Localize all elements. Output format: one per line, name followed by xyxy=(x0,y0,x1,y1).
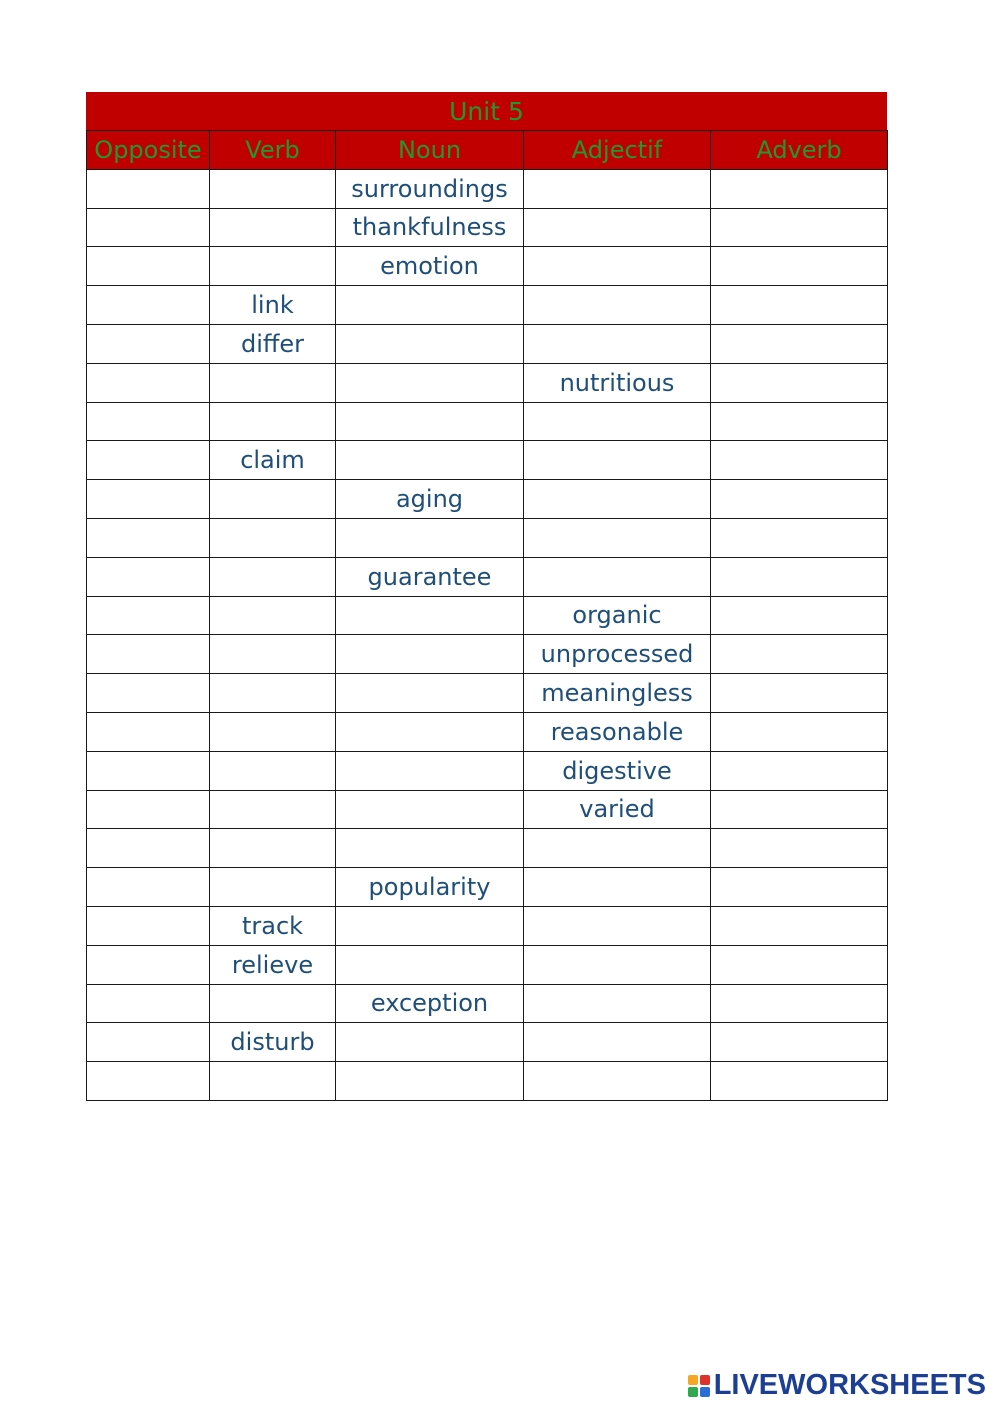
cell-verb[interactable] xyxy=(210,751,336,790)
cell-opposite[interactable] xyxy=(87,518,210,557)
table-row xyxy=(87,945,888,984)
cell-noun[interactable] xyxy=(336,790,524,829)
cell-opposite[interactable] xyxy=(87,402,210,441)
cell-adjectif: digestive xyxy=(524,751,711,790)
cell-adjectif[interactable] xyxy=(524,247,711,286)
cell-noun[interactable] xyxy=(336,286,524,325)
cell-opposite[interactable] xyxy=(87,751,210,790)
cell-noun[interactable] xyxy=(336,674,524,713)
cell-noun[interactable] xyxy=(336,441,524,480)
cell-opposite[interactable] xyxy=(87,324,210,363)
worksheet xyxy=(86,92,887,1101)
cell-opposite[interactable] xyxy=(87,790,210,829)
table-row xyxy=(87,984,888,1023)
cell-verb[interactable] xyxy=(210,635,336,674)
cell-adverb[interactable] xyxy=(711,945,888,984)
cell-adverb[interactable] xyxy=(711,751,888,790)
cell-opposite[interactable] xyxy=(87,984,210,1023)
table-row xyxy=(87,557,888,596)
cell-adjectif[interactable] xyxy=(524,868,711,907)
cell-noun[interactable] xyxy=(336,1023,524,1062)
cell-adverb[interactable] xyxy=(711,829,888,868)
cell-verb[interactable] xyxy=(210,1062,336,1101)
cell-adverb[interactable] xyxy=(711,480,888,519)
cell-adjectif[interactable] xyxy=(524,906,711,945)
table-row xyxy=(87,247,888,286)
cell-adjectif[interactable] xyxy=(524,324,711,363)
cell-verb[interactable] xyxy=(210,169,336,208)
table-row xyxy=(87,480,888,519)
cell-opposite[interactable] xyxy=(87,635,210,674)
cell-opposite[interactable] xyxy=(87,945,210,984)
table-row xyxy=(87,829,888,868)
cell-adverb[interactable] xyxy=(711,984,888,1023)
cell-noun: guarantee xyxy=(336,557,524,596)
table-row xyxy=(87,906,888,945)
cell-opposite[interactable] xyxy=(87,363,210,402)
cell-opposite[interactable] xyxy=(87,712,210,751)
column-header-opposite: Opposite xyxy=(87,131,210,170)
cell-adjectif[interactable] xyxy=(524,829,711,868)
cell-adjectif[interactable] xyxy=(524,480,711,519)
cell-verb[interactable] xyxy=(210,363,336,402)
cell-adverb[interactable] xyxy=(711,712,888,751)
cell-verb[interactable] xyxy=(210,247,336,286)
cell-noun[interactable] xyxy=(336,596,524,635)
cell-adverb[interactable] xyxy=(711,518,888,557)
cell-opposite[interactable] xyxy=(87,1023,210,1062)
table-row xyxy=(87,751,888,790)
cell-opposite[interactable] xyxy=(87,441,210,480)
cell-verb: disturb xyxy=(210,1023,336,1062)
cell-verb[interactable] xyxy=(210,402,336,441)
cell-adverb[interactable] xyxy=(711,363,888,402)
cell-opposite[interactable] xyxy=(87,868,210,907)
cell-adverb[interactable] xyxy=(711,247,888,286)
table-row xyxy=(87,363,888,402)
cell-noun[interactable] xyxy=(336,402,524,441)
cell-adverb[interactable] xyxy=(711,402,888,441)
cell-verb[interactable] xyxy=(210,674,336,713)
cell-adverb[interactable] xyxy=(711,906,888,945)
table-row xyxy=(87,674,888,713)
table-row xyxy=(87,1062,888,1101)
cell-noun[interactable] xyxy=(336,945,524,984)
cell-opposite[interactable] xyxy=(87,480,210,519)
cell-adverb[interactable] xyxy=(711,169,888,208)
cell-adjectif: meaningless xyxy=(524,674,711,713)
cell-verb[interactable] xyxy=(210,984,336,1023)
cell-adjectif[interactable] xyxy=(524,402,711,441)
cell-adjectif: nutritious xyxy=(524,363,711,402)
cell-opposite[interactable] xyxy=(87,829,210,868)
table-row xyxy=(87,868,888,907)
cell-opposite[interactable] xyxy=(87,596,210,635)
table-row xyxy=(87,596,888,635)
cell-opposite[interactable] xyxy=(87,169,210,208)
table-row xyxy=(87,208,888,247)
cell-noun[interactable] xyxy=(336,712,524,751)
cell-verb: track xyxy=(210,906,336,945)
cell-verb[interactable] xyxy=(210,557,336,596)
cell-verb: claim xyxy=(210,441,336,480)
cell-opposite[interactable] xyxy=(87,906,210,945)
cell-adverb[interactable] xyxy=(711,1023,888,1062)
worksheet-title: Unit 5 xyxy=(86,92,887,130)
cell-noun: aging xyxy=(336,480,524,519)
cell-noun[interactable] xyxy=(336,751,524,790)
word-forms-table xyxy=(86,130,888,1101)
cell-verb[interactable] xyxy=(210,518,336,557)
cell-noun: popularity xyxy=(336,868,524,907)
liveworksheets-logo-icon xyxy=(688,1375,710,1397)
cell-opposite[interactable] xyxy=(87,1062,210,1101)
cell-adjectif[interactable] xyxy=(524,208,711,247)
table-row xyxy=(87,790,888,829)
cell-adjectif: reasonable xyxy=(524,712,711,751)
cell-noun[interactable] xyxy=(336,518,524,557)
header-row xyxy=(87,131,888,170)
table-row xyxy=(87,518,888,557)
column-header-adverb: Adverb xyxy=(711,131,888,170)
cell-noun: thankfulness xyxy=(336,208,524,247)
table-row xyxy=(87,169,888,208)
cell-adverb[interactable] xyxy=(711,324,888,363)
cell-verb[interactable] xyxy=(210,868,336,907)
cell-opposite[interactable] xyxy=(87,674,210,713)
cell-opposite[interactable] xyxy=(87,208,210,247)
cell-adverb[interactable] xyxy=(711,557,888,596)
cell-adverb[interactable] xyxy=(711,635,888,674)
liveworksheets-brand xyxy=(688,1369,986,1402)
cell-adverb[interactable] xyxy=(711,1062,888,1101)
cell-verb[interactable] xyxy=(210,712,336,751)
cell-adverb[interactable] xyxy=(711,441,888,480)
cell-noun: surroundings xyxy=(336,169,524,208)
table-row xyxy=(87,402,888,441)
cell-adjectif[interactable] xyxy=(524,169,711,208)
cell-verb[interactable] xyxy=(210,829,336,868)
cell-adjectif[interactable] xyxy=(524,557,711,596)
cell-adjectif[interactable] xyxy=(524,1062,711,1101)
table-row xyxy=(87,635,888,674)
cell-adverb[interactable] xyxy=(711,868,888,907)
cell-adverb[interactable] xyxy=(711,286,888,325)
cell-verb: differ xyxy=(210,324,336,363)
cell-opposite[interactable] xyxy=(87,247,210,286)
cell-noun[interactable] xyxy=(336,1062,524,1101)
column-header-noun: Noun xyxy=(336,131,524,170)
cell-adjectif: organic xyxy=(524,596,711,635)
cell-verb[interactable] xyxy=(210,208,336,247)
cell-verb[interactable] xyxy=(210,480,336,519)
cell-noun[interactable] xyxy=(336,906,524,945)
cell-adjectif: unprocessed xyxy=(524,635,711,674)
cell-adverb[interactable] xyxy=(711,208,888,247)
cell-adjectif[interactable] xyxy=(524,286,711,325)
cell-verb[interactable] xyxy=(210,596,336,635)
table-body xyxy=(87,169,888,1100)
cell-noun: exception xyxy=(336,984,524,1023)
table-row xyxy=(87,1023,888,1062)
table-row xyxy=(87,286,888,325)
column-header-verb: Verb xyxy=(210,131,336,170)
cell-adjectif: varied xyxy=(524,790,711,829)
brand-name: LIVEWORKSHEETS xyxy=(713,1369,986,1401)
cell-adverb[interactable] xyxy=(711,596,888,635)
cell-adjectif[interactable] xyxy=(524,441,711,480)
cell-opposite[interactable] xyxy=(87,557,210,596)
cell-noun[interactable] xyxy=(336,324,524,363)
cell-adjectif[interactable] xyxy=(524,1023,711,1062)
cell-opposite[interactable] xyxy=(87,286,210,325)
table-row xyxy=(87,712,888,751)
cell-noun: emotion xyxy=(336,247,524,286)
cell-verb[interactable] xyxy=(210,790,336,829)
table-row xyxy=(87,324,888,363)
cell-verb: relieve xyxy=(210,945,336,984)
cell-adverb[interactable] xyxy=(711,790,888,829)
cell-adjectif[interactable] xyxy=(524,984,711,1023)
cell-noun[interactable] xyxy=(336,363,524,402)
cell-noun[interactable] xyxy=(336,635,524,674)
cell-adverb[interactable] xyxy=(711,674,888,713)
cell-adjectif[interactable] xyxy=(524,945,711,984)
column-header-adjectif: Adjectif xyxy=(524,131,711,170)
table-row xyxy=(87,441,888,480)
cell-noun[interactable] xyxy=(336,829,524,868)
cell-verb: link xyxy=(210,286,336,325)
cell-adjectif[interactable] xyxy=(524,518,711,557)
